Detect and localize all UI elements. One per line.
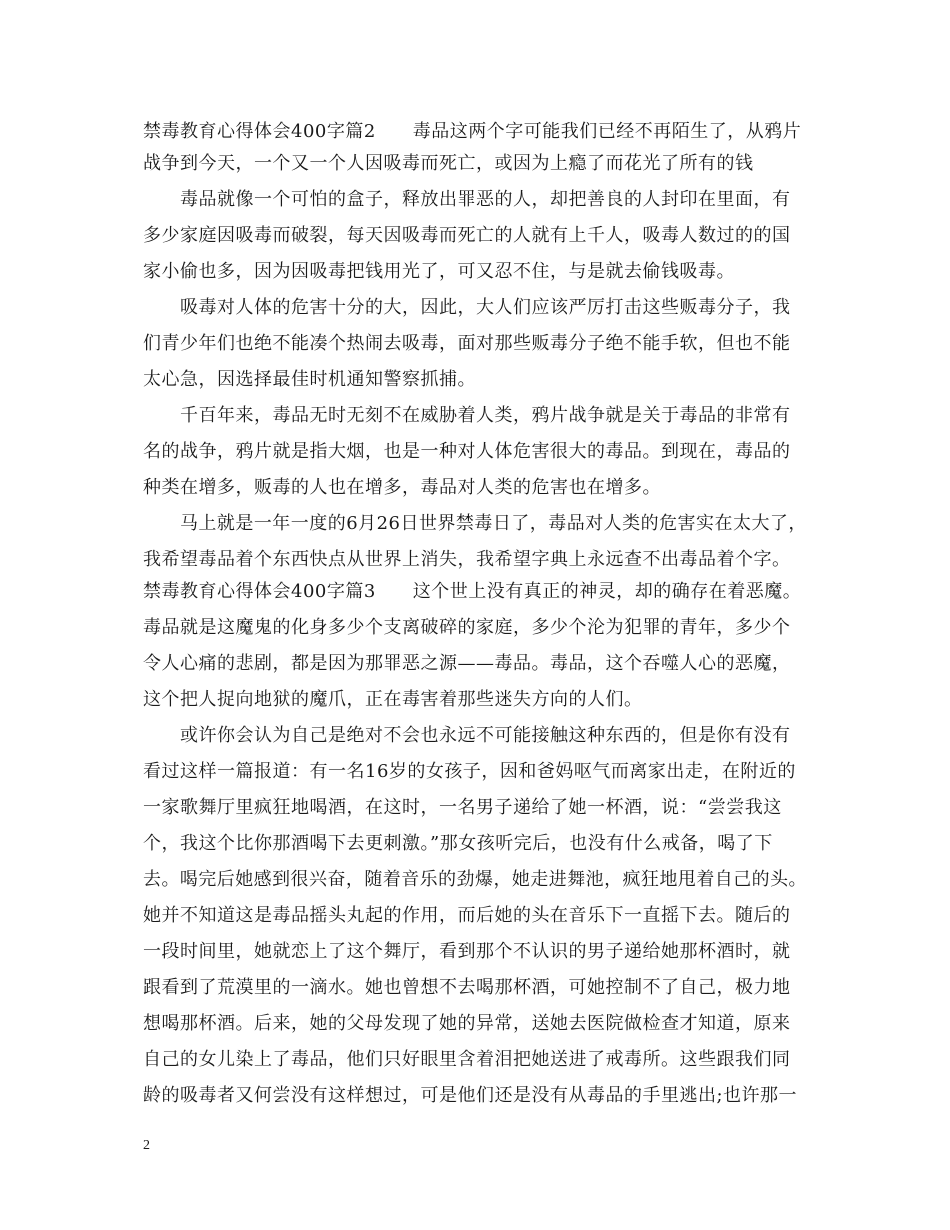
text-line: 这个把人捉向地狱的魔爪，正在毒害着那些迷失方向的人们。 xyxy=(143,689,643,710)
text-line: 毒品就是这魔鬼的化身多少个支离破碎的家庭，多少个沦为犯罪的青年，多少个 xyxy=(143,617,791,638)
text-line: 跟看到了荒漠里的一滴水。她也曾想不去喝那杯酒，可她控制不了自己，极力地 xyxy=(143,977,791,998)
text-line: 去。喝完后她感到很兴奋，随着音乐的劲爆，她走进舞池，疯狂地甩着自己的头。 xyxy=(143,869,808,890)
text-line: 多少家庭因吸毒而破裂，每天因吸毒而死亡的人就有上千人，吸毒人数过的的国 xyxy=(143,225,791,246)
page-number: 2 xyxy=(143,1138,150,1153)
text-line: 禁毒教育心得体会400字篇2 毒品这两个字可能我们已经不再陌生了，从鸦片 xyxy=(143,121,802,142)
text-line: 一家歌舞厅里疯狂地喝酒，在这时，一名男子递给了她一杯酒，说：“尝尝我这 xyxy=(143,797,782,818)
text-line: 看过这样一篇报道：有一名16岁的女孩子，因和爸妈呕气而离家出走，在附近的 xyxy=(143,761,796,782)
text-line: 千百年来，毒品无时无刻不在威胁着人类，鸦片战争就是关于毒品的非常有 xyxy=(143,405,791,426)
text-line: 自己的女儿染上了毒品，他们只好眼里含着泪把她送进了戒毒所。这些跟我们同 xyxy=(143,1049,791,1070)
text-line: 毒品就像一个可怕的盒子，释放出罪恶的人，却把善良的人封印在里面，有 xyxy=(143,189,791,210)
text-line: 太心急，因选择最佳时机通知警察抓捕。 xyxy=(143,369,476,390)
text-line: 们青少年们也绝不能凑个热闹去吸毒，面对那些贩毒分子绝不能手软，但也不能 xyxy=(143,333,791,354)
text-line: 一段时间里，她就恋上了这个舞厅，看到那个不认识的男子递给她那杯酒时，就 xyxy=(143,941,791,962)
text-line: 她并不知道这是毒品摇头丸起的作用，而后她的头在音乐下一直摇下去。随后的 xyxy=(143,905,791,926)
text-line: 战争到今天，一个又一个人因吸毒而死亡，或因为上瘾了而花光了所有的钱 xyxy=(143,153,754,174)
text-line: 名的战争，鸦片就是指大烟，也是一种对人体危害很大的毒品。到现在，毒品的 xyxy=(143,441,791,462)
text-line: 想喝那杯酒。后来，她的父母发现了她的异常，送她去医院做检查才知道，原来 xyxy=(143,1013,791,1034)
text-line: 个，我这个比你那酒喝下去更刺激。”那女孩听完后，也没有什么戒备，喝了下 xyxy=(143,833,773,854)
text-line: 马上就是一年一度的6月26日世界禁毒日了，毒品对人类的危害实在太大了， xyxy=(143,513,807,534)
text-line: 种类在增多，贩毒的人也在增多，毒品对人类的危害也在增多。 xyxy=(143,477,661,498)
text-line: 家小偷也多，因为因吸毒把钱用光了，可又忍不住，与是就去偷钱吸毒。 xyxy=(143,261,735,282)
text-line: 我希望毒品着个东西快点从世界上消失，我希望字典上永远查不出毒品着个字。 xyxy=(143,549,791,570)
text-line: 吸毒对人体的危害十分的大，因此，大人们应该严厉打击这些贩毒分子，我 xyxy=(143,297,791,318)
text-line: 禁毒教育心得体会400字篇3 这个世上没有真正的神灵，却的确存在着恶魔。 xyxy=(143,581,802,602)
text-line: 龄的吸毒者又何尝没有这样想过，可是他们还是没有从毒品的手里逃出;也许那一 xyxy=(143,1085,798,1106)
text-line: 或许你会认为自己是绝对不会也永远不可能接触这种东西的，但是你有没有 xyxy=(143,725,791,746)
text-line: 令人心痛的悲剧，都是因为那罪恶之源——毒品。毒品，这个吞噬人心的恶魔， xyxy=(143,653,791,674)
